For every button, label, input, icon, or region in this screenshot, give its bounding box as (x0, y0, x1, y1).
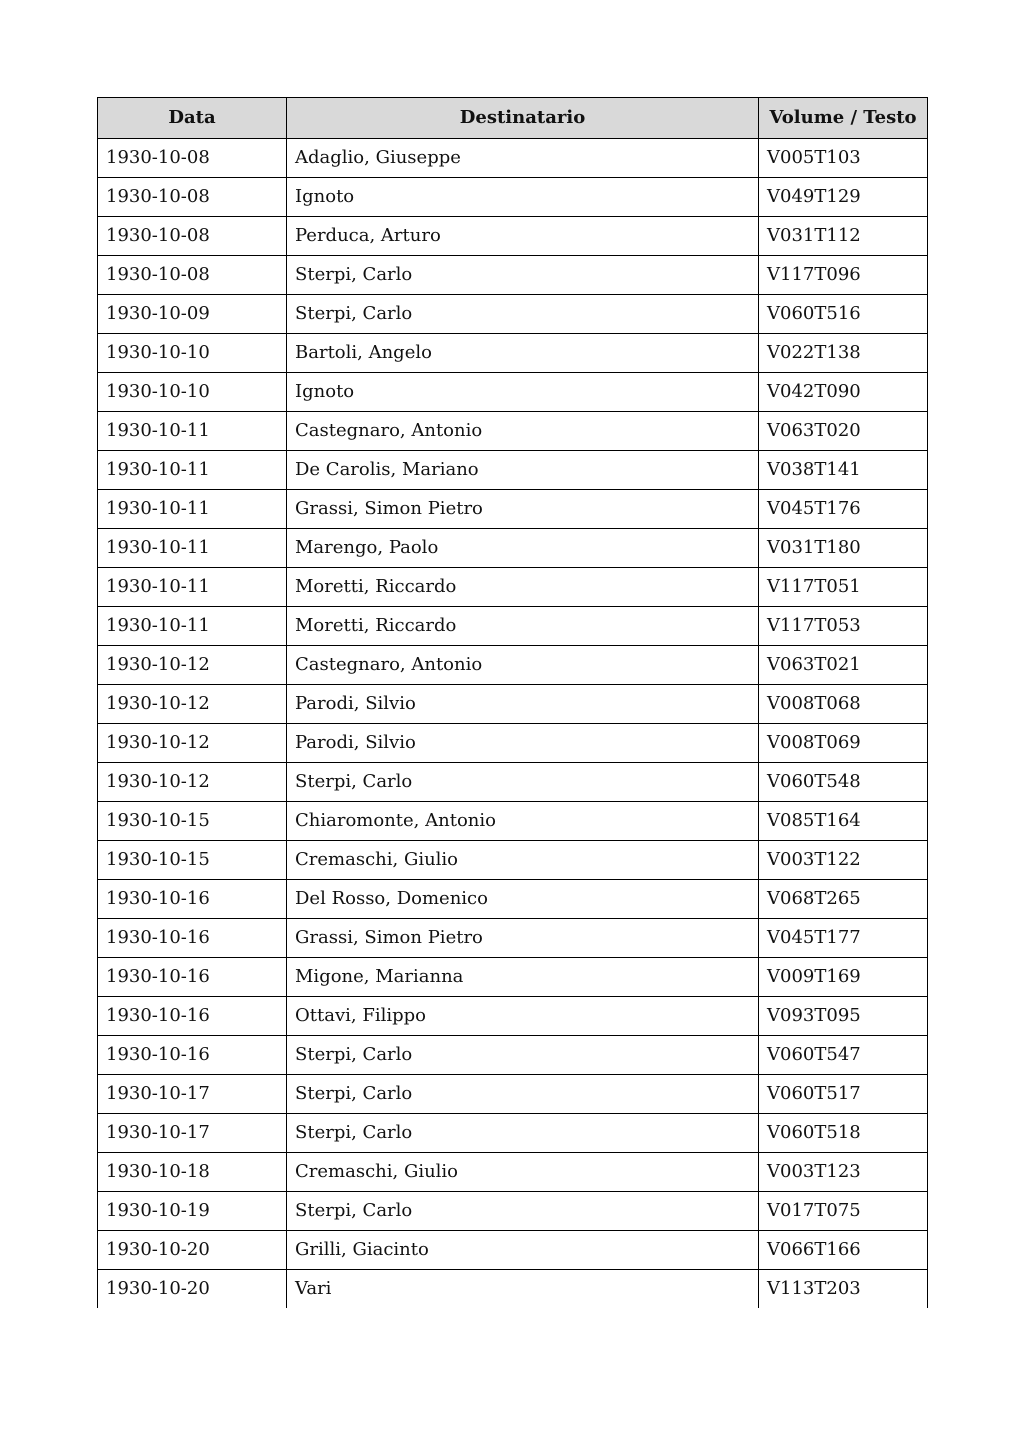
table-row (98, 607, 928, 646)
cell-date: 1930-10-08 (98, 139, 287, 178)
table-row (98, 178, 928, 217)
cell-recipient: Grassi, Simon Pietro (287, 490, 759, 529)
column-header-date: Data (98, 98, 287, 139)
cell-date: 1930-10-12 (98, 685, 287, 724)
table-row (98, 334, 928, 373)
cell-recipient: Grassi, Simon Pietro (287, 919, 759, 958)
cell-date: 1930-10-20 (98, 1231, 287, 1270)
cell-recipient: Sterpi, Carlo (287, 1036, 759, 1075)
document-page (97, 97, 927, 1308)
cell-volume: V003T123 (759, 1153, 928, 1192)
cell-volume: V005T103 (759, 139, 928, 178)
cell-date: 1930-10-11 (98, 607, 287, 646)
table-row (98, 1075, 928, 1114)
header-row (98, 98, 928, 139)
cell-date: 1930-10-08 (98, 256, 287, 295)
table-row (98, 1114, 928, 1153)
table-row (98, 568, 928, 607)
cell-recipient: Grilli, Giacinto (287, 1231, 759, 1270)
table-row (98, 1270, 928, 1309)
cell-recipient: Parodi, Silvio (287, 724, 759, 763)
cell-volume: V085T164 (759, 802, 928, 841)
cell-recipient: Castegnaro, Antonio (287, 646, 759, 685)
table-row (98, 217, 928, 256)
cell-volume: V063T021 (759, 646, 928, 685)
cell-date: 1930-10-12 (98, 646, 287, 685)
letters-table (97, 97, 928, 1308)
cell-recipient: Cremaschi, Giulio (287, 1153, 759, 1192)
table-row (98, 529, 928, 568)
cell-date: 1930-10-16 (98, 997, 287, 1036)
table-row (98, 724, 928, 763)
cell-volume: V068T265 (759, 880, 928, 919)
table-row (98, 490, 928, 529)
cell-date: 1930-10-15 (98, 802, 287, 841)
cell-recipient: Adaglio, Giuseppe (287, 139, 759, 178)
cell-recipient: De Carolis, Mariano (287, 451, 759, 490)
cell-volume: V060T548 (759, 763, 928, 802)
table-row (98, 139, 928, 178)
cell-recipient: Chiaromonte, Antonio (287, 802, 759, 841)
cell-recipient: Ottavi, Filippo (287, 997, 759, 1036)
cell-date: 1930-10-18 (98, 1153, 287, 1192)
table-row (98, 997, 928, 1036)
cell-recipient: Moretti, Riccardo (287, 607, 759, 646)
cell-volume: V031T112 (759, 217, 928, 256)
cell-volume: V060T518 (759, 1114, 928, 1153)
cell-date: 1930-10-12 (98, 724, 287, 763)
table-row (98, 256, 928, 295)
cell-recipient: Cremaschi, Giulio (287, 841, 759, 880)
table-row (98, 1231, 928, 1270)
cell-volume: V117T051 (759, 568, 928, 607)
cell-volume: V031T180 (759, 529, 928, 568)
cell-volume: V022T138 (759, 334, 928, 373)
cell-date: 1930-10-10 (98, 373, 287, 412)
cell-date: 1930-10-16 (98, 958, 287, 997)
table-row (98, 451, 928, 490)
cell-recipient: Ignoto (287, 373, 759, 412)
table-row (98, 295, 928, 334)
cell-recipient: Parodi, Silvio (287, 685, 759, 724)
table-row (98, 880, 928, 919)
table-row (98, 958, 928, 997)
cell-volume: V117T096 (759, 256, 928, 295)
table-row (98, 841, 928, 880)
cell-date: 1930-10-19 (98, 1192, 287, 1231)
cell-date: 1930-10-20 (98, 1270, 287, 1309)
cell-recipient: Vari (287, 1270, 759, 1309)
cell-recipient: Sterpi, Carlo (287, 1192, 759, 1231)
column-header-recipient: Destinatario (287, 98, 759, 139)
cell-date: 1930-10-08 (98, 178, 287, 217)
cell-volume: V017T075 (759, 1192, 928, 1231)
cell-recipient: Sterpi, Carlo (287, 256, 759, 295)
table-row (98, 1153, 928, 1192)
cell-volume: V045T176 (759, 490, 928, 529)
cell-date: 1930-10-11 (98, 568, 287, 607)
cell-volume: V045T177 (759, 919, 928, 958)
table-body (98, 139, 928, 1309)
cell-date: 1930-10-11 (98, 451, 287, 490)
cell-date: 1930-10-17 (98, 1114, 287, 1153)
cell-date: 1930-10-09 (98, 295, 287, 334)
table-row (98, 685, 928, 724)
table-row (98, 919, 928, 958)
cell-date: 1930-10-16 (98, 919, 287, 958)
cell-volume: V038T141 (759, 451, 928, 490)
table-row (98, 646, 928, 685)
cell-recipient: Moretti, Riccardo (287, 568, 759, 607)
table-row (98, 763, 928, 802)
cell-recipient: Migone, Marianna (287, 958, 759, 997)
cell-date: 1930-10-11 (98, 412, 287, 451)
cell-date: 1930-10-11 (98, 490, 287, 529)
cell-volume: V009T169 (759, 958, 928, 997)
cell-recipient: Sterpi, Carlo (287, 1114, 759, 1153)
table-row (98, 373, 928, 412)
cell-volume: V066T166 (759, 1231, 928, 1270)
cell-volume: V003T122 (759, 841, 928, 880)
cell-volume: V008T069 (759, 724, 928, 763)
cell-date: 1930-10-10 (98, 334, 287, 373)
cell-recipient: Perduca, Arturo (287, 217, 759, 256)
cell-volume: V042T090 (759, 373, 928, 412)
cell-recipient: Sterpi, Carlo (287, 295, 759, 334)
table-row (98, 1036, 928, 1075)
cell-volume: V008T068 (759, 685, 928, 724)
cell-volume: V093T095 (759, 997, 928, 1036)
cell-date: 1930-10-17 (98, 1075, 287, 1114)
cell-recipient: Marengo, Paolo (287, 529, 759, 568)
cell-recipient: Del Rosso, Domenico (287, 880, 759, 919)
cell-date: 1930-10-11 (98, 529, 287, 568)
cell-volume: V060T516 (759, 295, 928, 334)
cell-recipient: Ignoto (287, 178, 759, 217)
cell-date: 1930-10-16 (98, 1036, 287, 1075)
cell-recipient: Sterpi, Carlo (287, 1075, 759, 1114)
cell-date: 1930-10-08 (98, 217, 287, 256)
cell-volume: V063T020 (759, 412, 928, 451)
table-row (98, 802, 928, 841)
cell-volume: V060T547 (759, 1036, 928, 1075)
table-row (98, 412, 928, 451)
cell-volume: V060T517 (759, 1075, 928, 1114)
cell-volume: V113T203 (759, 1270, 928, 1309)
cell-date: 1930-10-16 (98, 880, 287, 919)
cell-date: 1930-10-12 (98, 763, 287, 802)
table-header (98, 98, 928, 139)
cell-recipient: Castegnaro, Antonio (287, 412, 759, 451)
cell-recipient: Sterpi, Carlo (287, 763, 759, 802)
column-header-volume: Volume / Testo (759, 98, 928, 139)
cell-volume: V117T053 (759, 607, 928, 646)
table-row (98, 1192, 928, 1231)
cell-date: 1930-10-15 (98, 841, 287, 880)
cell-volume: V049T129 (759, 178, 928, 217)
cell-recipient: Bartoli, Angelo (287, 334, 759, 373)
